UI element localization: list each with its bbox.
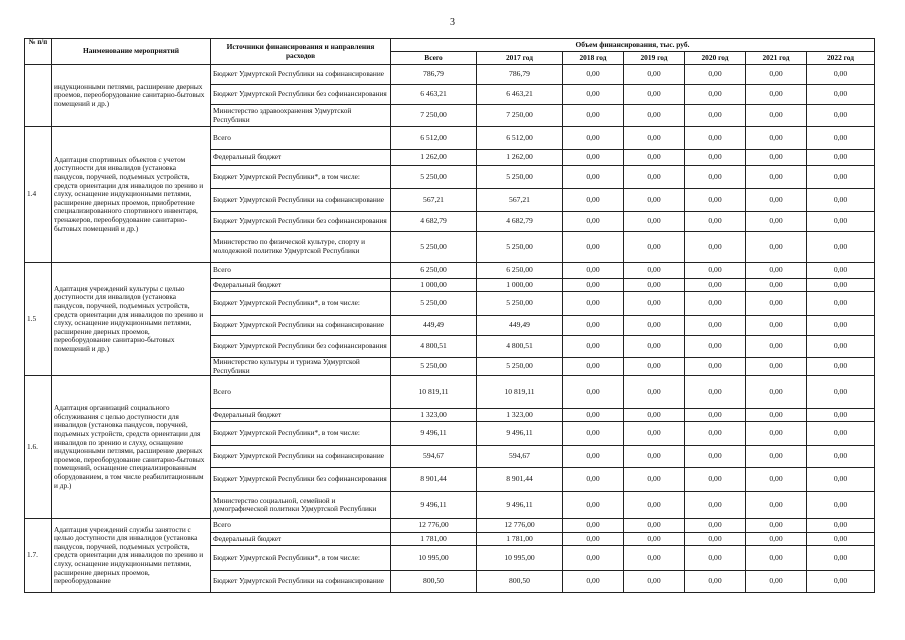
funding-source: Бюджет Удмуртской Республики без софинансирования [211,85,391,105]
amount-cell: 0,00 [624,316,685,336]
amount-cell: 4 682,79 [391,212,477,232]
amount-cell: 0,00 [624,409,685,422]
measure-name: индукционными петлями, расширение дверных проемов, переоборудование санитарно-бытовых помещений и др.) [52,65,211,127]
amount-cell: 5 250,00 [477,358,563,376]
amount-cell: 0,00 [746,533,807,546]
amount-cell: 0,00 [563,85,624,105]
amount-cell: 0,00 [563,166,624,189]
funding-source: Бюджет Удмуртской Республики на софинансирование [211,571,391,593]
amount-cell: 6 512,00 [391,127,477,150]
amount-cell: 594,67 [477,446,563,468]
amount-cell: 0,00 [563,446,624,468]
header-year: 2022 год [807,52,875,65]
amount-cell: 0,00 [746,546,807,571]
amount-cell: 1 000,00 [477,279,563,292]
amount-cell: 449,49 [391,316,477,336]
amount-cell: 0,00 [807,263,875,279]
table-row [25,376,875,409]
amount-cell: 0,00 [746,336,807,358]
amount-cell: 1 323,00 [391,409,477,422]
amount-cell: 0,00 [624,263,685,279]
amount-cell: 0,00 [807,546,875,571]
amount-cell: 0,00 [563,127,624,150]
funding-source: Федеральный бюджет [211,279,391,292]
funding-source: Бюджет Удмуртской Республики без софинансирования [211,212,391,232]
amount-cell: 0,00 [624,358,685,376]
funding-source: Бюджет Удмуртской Республики*, в том числе: [211,292,391,316]
funding-source: Бюджет Удмуртской Республики*, в том числе: [211,166,391,189]
amount-cell: 5 250,00 [477,292,563,316]
amount-cell: 0,00 [624,65,685,85]
amount-cell: 9 496,11 [391,422,477,446]
amount-cell: 0,00 [624,232,685,263]
measure-name: Адаптация учреждений культуры с целью доступности для инвалидов (установка пандусов, поручней, подъемных устройств, средств ориентации для инвалидов по зрению и слуху, оснащение индукционными петлями, расширение дверных проемов, переоборудование санитарно-бытовых помещений и др.) [52,263,211,376]
table-row [25,263,875,279]
amount-cell: 9 496,11 [391,492,477,519]
funding-source: Министерство здравоохранения Удмуртской Республики [211,105,391,127]
amount-cell: 0,00 [685,316,746,336]
amount-cell: 0,00 [563,292,624,316]
amount-cell: 0,00 [685,127,746,150]
amount-cell: 0,00 [563,358,624,376]
amount-cell: 0,00 [746,85,807,105]
funding-source: Федеральный бюджет [211,150,391,166]
funding-source: Федеральный бюджет [211,533,391,546]
funding-source: Бюджет Удмуртской Республики на софинансирование [211,316,391,336]
amount-cell: 0,00 [746,492,807,519]
amount-cell: 1 262,00 [477,150,563,166]
amount-cell: 12 776,00 [477,519,563,533]
amount-cell: 0,00 [807,127,875,150]
amount-cell: 0,00 [685,212,746,232]
amount-cell: 0,00 [807,533,875,546]
amount-cell: 0,00 [563,189,624,212]
amount-cell: 0,00 [746,316,807,336]
item-number [25,65,52,127]
amount-cell: 0,00 [807,376,875,409]
amount-cell: 0,00 [746,358,807,376]
amount-cell: 4 800,51 [391,336,477,358]
funding-source: Бюджет Удмуртской Республики без софинансирования [211,468,391,492]
header-year: 2020 год [685,52,746,65]
item-number: 1.5 [25,263,52,376]
header-year: Всего [391,52,477,65]
funding-source: Бюджет Удмуртской Республики*, в том числе: [211,546,391,571]
amount-cell: 0,00 [685,492,746,519]
amount-cell: 8 901,44 [477,468,563,492]
measure-name: Адаптация учреждений службы занятости с целью доступности для инвалидов (установка пандусов, поручней, подъемных устройств, средств ориентации для инвалидов по зрению и слуху, оснащение индукционными петлями, расширение дверных проемов, переоборудование [52,519,211,593]
amount-cell: 0,00 [685,376,746,409]
amount-cell: 0,00 [685,85,746,105]
amount-cell: 0,00 [563,376,624,409]
amount-cell: 9 496,11 [477,422,563,446]
amount-cell: 0,00 [685,409,746,422]
amount-cell: 0,00 [807,316,875,336]
header-year: 2021 год [746,52,807,65]
amount-cell: 800,50 [391,571,477,593]
amount-cell: 9 496,11 [477,492,563,519]
amount-cell: 1 262,00 [391,150,477,166]
item-number: 1.4 [25,127,52,263]
amount-cell: 0,00 [807,446,875,468]
item-number: 1.7. [25,519,52,593]
amount-cell: 0,00 [685,263,746,279]
amount-cell: 0,00 [746,105,807,127]
amount-cell: 0,00 [624,533,685,546]
amount-cell: 5 250,00 [391,166,477,189]
funding-source: Бюджет Удмуртской Республики без софинансирования [211,336,391,358]
amount-cell: 0,00 [807,468,875,492]
amount-cell: 0,00 [624,166,685,189]
amount-cell: 10 819,11 [477,376,563,409]
funding-source: Всего [211,376,391,409]
amount-cell: 0,00 [746,422,807,446]
header-no: № п/п [25,39,52,65]
amount-cell: 0,00 [624,546,685,571]
funding-source: Всего [211,519,391,533]
amount-cell: 0,00 [563,533,624,546]
amount-cell: 0,00 [624,189,685,212]
amount-cell: 0,00 [624,422,685,446]
amount-cell: 1 781,00 [391,533,477,546]
amount-cell: 0,00 [685,279,746,292]
amount-cell: 0,00 [746,376,807,409]
header-year: 2019 год [624,52,685,65]
amount-cell: 0,00 [807,336,875,358]
amount-cell: 0,00 [563,468,624,492]
amount-cell: 0,00 [807,422,875,446]
amount-cell: 1 781,00 [477,533,563,546]
header-year: 2018 год [563,52,624,65]
header-source: Источники финансирования и направления расходов [211,39,391,65]
amount-cell: 0,00 [746,127,807,150]
amount-cell: 5 250,00 [477,232,563,263]
amount-cell: 0,00 [807,292,875,316]
header-name: Наименование мероприятий [52,39,211,65]
amount-cell: 0,00 [685,105,746,127]
amount-cell: 0,00 [624,127,685,150]
amount-cell: 0,00 [807,166,875,189]
amount-cell: 0,00 [624,85,685,105]
amount-cell: 5 250,00 [391,292,477,316]
amount-cell: 567,21 [477,189,563,212]
amount-cell: 0,00 [685,358,746,376]
funding-source: Министерство социальной, семейной и демографической политики Удмуртской Республики [211,492,391,519]
amount-cell: 449,49 [477,316,563,336]
amount-cell: 0,00 [624,492,685,519]
amount-cell: 0,00 [746,571,807,593]
amount-cell: 1 000,00 [391,279,477,292]
amount-cell: 0,00 [746,279,807,292]
amount-cell: 10 995,00 [391,546,477,571]
amount-cell: 0,00 [563,316,624,336]
amount-cell: 0,00 [746,232,807,263]
table-row [25,127,875,150]
amount-cell: 0,00 [624,571,685,593]
funding-source: Бюджет Удмуртской Республики на софинансирование [211,189,391,212]
amount-cell: 0,00 [563,546,624,571]
table-row [25,65,875,85]
amount-cell: 0,00 [685,446,746,468]
amount-cell: 0,00 [563,492,624,519]
funding-source: Всего [211,263,391,279]
amount-cell: 6 463,21 [477,85,563,105]
amount-cell: 0,00 [807,150,875,166]
amount-cell: 786,79 [391,65,477,85]
amount-cell: 0,00 [807,105,875,127]
amount-cell: 0,00 [746,468,807,492]
amount-cell: 0,00 [746,446,807,468]
amount-cell: 0,00 [807,519,875,533]
funding-source: Федеральный бюджет [211,409,391,422]
amount-cell: 6 250,00 [477,263,563,279]
page-number: 3 [450,17,455,28]
amount-cell: 0,00 [563,571,624,593]
amount-cell: 0,00 [746,65,807,85]
amount-cell: 0,00 [685,571,746,593]
amount-cell: 0,00 [624,519,685,533]
amount-cell: 0,00 [685,292,746,316]
amount-cell: 0,00 [807,65,875,85]
funding-source: Министерство культуры и туризма Удмуртской Республики [211,358,391,376]
item-number: 1.6. [25,376,52,519]
amount-cell: 7 250,00 [477,105,563,127]
amount-cell: 0,00 [563,422,624,446]
funding-source: Министерство по физической культуре, спорту и молодежной политике Удмуртской Республики [211,232,391,263]
amount-cell: 0,00 [624,292,685,316]
amount-cell: 0,00 [746,409,807,422]
amount-cell: 0,00 [807,492,875,519]
amount-cell: 0,00 [685,546,746,571]
amount-cell: 0,00 [563,409,624,422]
header-year: 2017 год [477,52,563,65]
amount-cell: 0,00 [746,292,807,316]
amount-cell: 4 682,79 [477,212,563,232]
funding-source: Всего [211,127,391,150]
amount-cell: 0,00 [807,212,875,232]
amount-cell: 0,00 [807,358,875,376]
amount-cell: 0,00 [807,85,875,105]
amount-cell: 0,00 [624,376,685,409]
measure-name: Адаптация организаций социального обслуживания с целью доступности для инвалидов (установка пандусов, поручней, подъемных устройств, средств ориентации для инвалидов по зрению и слуху, оснащение индукционными петлями, расширение дверных проемов, переоборудование санитарно-бытовых помещений, оснащение специализированным оборудованием, в том числе реабилитационным и др.) [52,376,211,519]
amount-cell: 0,00 [685,166,746,189]
amount-cell: 12 776,00 [391,519,477,533]
amount-cell: 0,00 [746,150,807,166]
amount-cell: 0,00 [563,150,624,166]
table-row [25,519,875,533]
amount-cell: 0,00 [685,519,746,533]
amount-cell: 0,00 [746,166,807,189]
amount-cell: 0,00 [624,446,685,468]
amount-cell: 0,00 [563,65,624,85]
amount-cell: 0,00 [685,189,746,212]
amount-cell: 0,00 [563,263,624,279]
amount-cell: 7 250,00 [391,105,477,127]
amount-cell: 0,00 [685,232,746,263]
amount-cell: 1 323,00 [477,409,563,422]
amount-cell: 6 512,00 [477,127,563,150]
funding-source: Бюджет Удмуртской Республики на софинансирование [211,65,391,85]
amount-cell: 0,00 [807,232,875,263]
amount-cell: 0,00 [563,519,624,533]
amount-cell: 6 463,21 [391,85,477,105]
amount-cell: 0,00 [746,212,807,232]
amount-cell: 0,00 [746,519,807,533]
amount-cell: 0,00 [563,336,624,358]
amount-cell: 594,67 [391,446,477,468]
amount-cell: 0,00 [685,422,746,446]
amount-cell: 0,00 [807,279,875,292]
amount-cell: 0,00 [624,105,685,127]
amount-cell: 0,00 [624,150,685,166]
funding-source: Бюджет Удмуртской Республики на софинансирование [211,446,391,468]
amount-cell: 0,00 [685,150,746,166]
amount-cell: 4 800,51 [477,336,563,358]
amount-cell: 5 250,00 [391,232,477,263]
amount-cell: 0,00 [746,189,807,212]
funding-source: Бюджет Удмуртской Республики*, в том числе: [211,422,391,446]
measure-name: Адаптация спортивных объектов с учетом доступности для инвалидов (установка пандусов, поручней, подъемных устройств, средств ориентации для инвалидов по зрению и слуху, оснащение индукционными петлями, расширение дверных проемов, приобретение специализированного спортивного инвентаря, тренажеров, переоборудование санитарно-бытовых помещений и др.) [52,127,211,263]
amount-cell: 5 250,00 [477,166,563,189]
amount-cell: 0,00 [685,468,746,492]
amount-cell: 800,50 [477,571,563,593]
amount-cell: 8 901,44 [391,468,477,492]
table-body [25,65,875,593]
amount-cell: 0,00 [563,212,624,232]
amount-cell: 0,00 [624,212,685,232]
amount-cell: 0,00 [563,105,624,127]
amount-cell: 6 250,00 [391,263,477,279]
amount-cell: 786,79 [477,65,563,85]
amount-cell: 0,00 [624,279,685,292]
amount-cell: 5 250,00 [391,358,477,376]
amount-cell: 10 819,11 [391,376,477,409]
amount-cell: 0,00 [563,279,624,292]
amount-cell: 0,00 [746,263,807,279]
amount-cell: 0,00 [685,533,746,546]
amount-cell: 0,00 [685,336,746,358]
amount-cell: 0,00 [807,189,875,212]
amount-cell: 567,21 [391,189,477,212]
financing-table [24,38,875,593]
amount-cell: 0,00 [807,409,875,422]
header-volume: Объем финансирования, тыс. руб. [391,39,875,52]
amount-cell: 0,00 [563,232,624,263]
amount-cell: 10 995,00 [477,546,563,571]
amount-cell: 0,00 [685,65,746,85]
amount-cell: 0,00 [624,336,685,358]
amount-cell: 0,00 [624,468,685,492]
amount-cell: 0,00 [807,571,875,593]
